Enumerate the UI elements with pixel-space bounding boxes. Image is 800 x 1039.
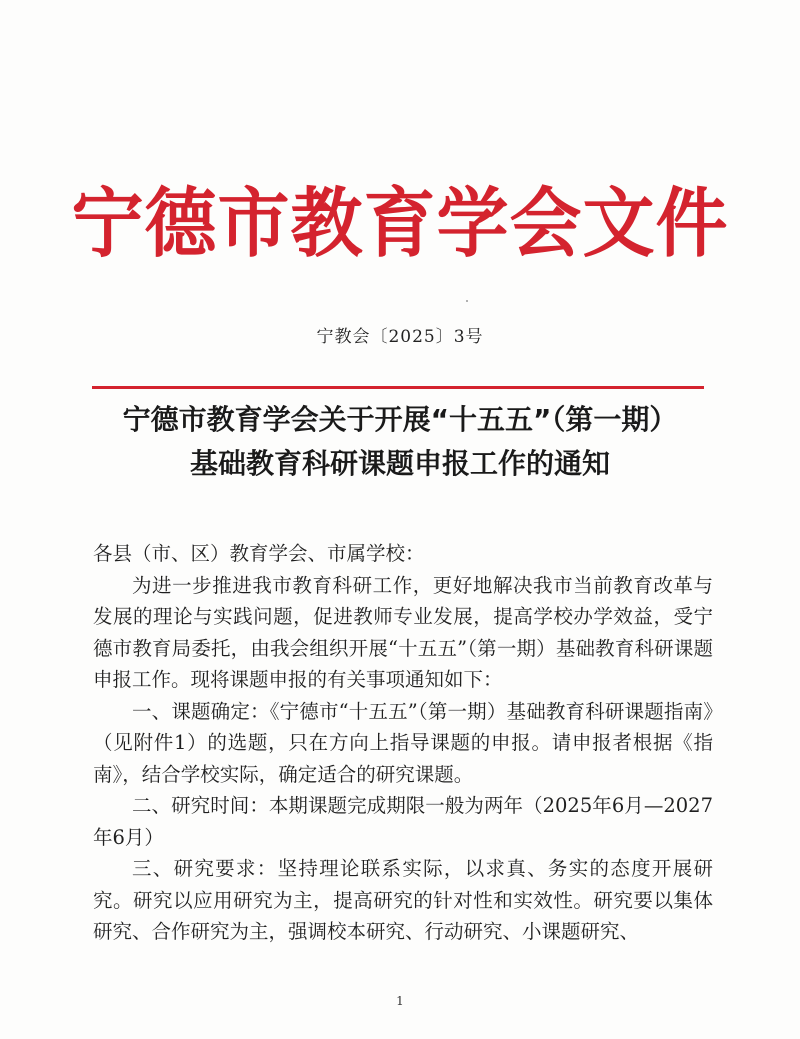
paragraph-intro: 为进一步推进我市教育科研工作，更好地解决我市当前教育改革与发展的理论与实践问题，促进教师专业发展，提高学校办学效益，受宁德市教育局委托，由我会组织开展“十五五”（第一期）基础教育科研课题申报工作。现将课题申报的有关事项通知如下： bbox=[93, 573, 713, 691]
masthead-title: 宁德市教育学会文件 bbox=[71, 177, 729, 268]
salutation: 各县（市、区）教育学会、市属学校： bbox=[93, 542, 425, 565]
notice-title-line-1: 宁德市教育学会关于开展“十五五”（第一期） bbox=[122, 403, 678, 436]
document-number: 宁教会〔2025〕3号 bbox=[316, 327, 484, 347]
notice-body bbox=[93, 538, 713, 948]
notice-title bbox=[0, 398, 800, 486]
red-separator-line bbox=[92, 386, 704, 389]
scan-speck bbox=[466, 300, 468, 302]
notice-title-line-2: 基础教育科研课题申报工作的通知 bbox=[189, 447, 610, 480]
page-number: 1 bbox=[396, 994, 404, 1008]
paragraph-research-time: 二、研究时间：本期课题完成期限一般为两年（2025年6月—2027年6月） bbox=[93, 794, 713, 849]
paragraph-topic-selection: 一、课题确定：《宁德市“十五五”（第一期）基础教育科研课题指南》（见附件1）的选题，只在方向上指导课题的申报。请申报者根据《指南》，结合学校实际，确定适合的研究课题。 bbox=[93, 699, 713, 786]
paragraph-research-requirements: 三、研究要求：坚持理论联系实际，以求真、务实的态度开展研究。研究以应用研究为主，提高研究的针对性和实效性。研究要以集体研究、合作研究为主，强调校本研究、行动研究、小课题研究、 bbox=[93, 857, 713, 943]
